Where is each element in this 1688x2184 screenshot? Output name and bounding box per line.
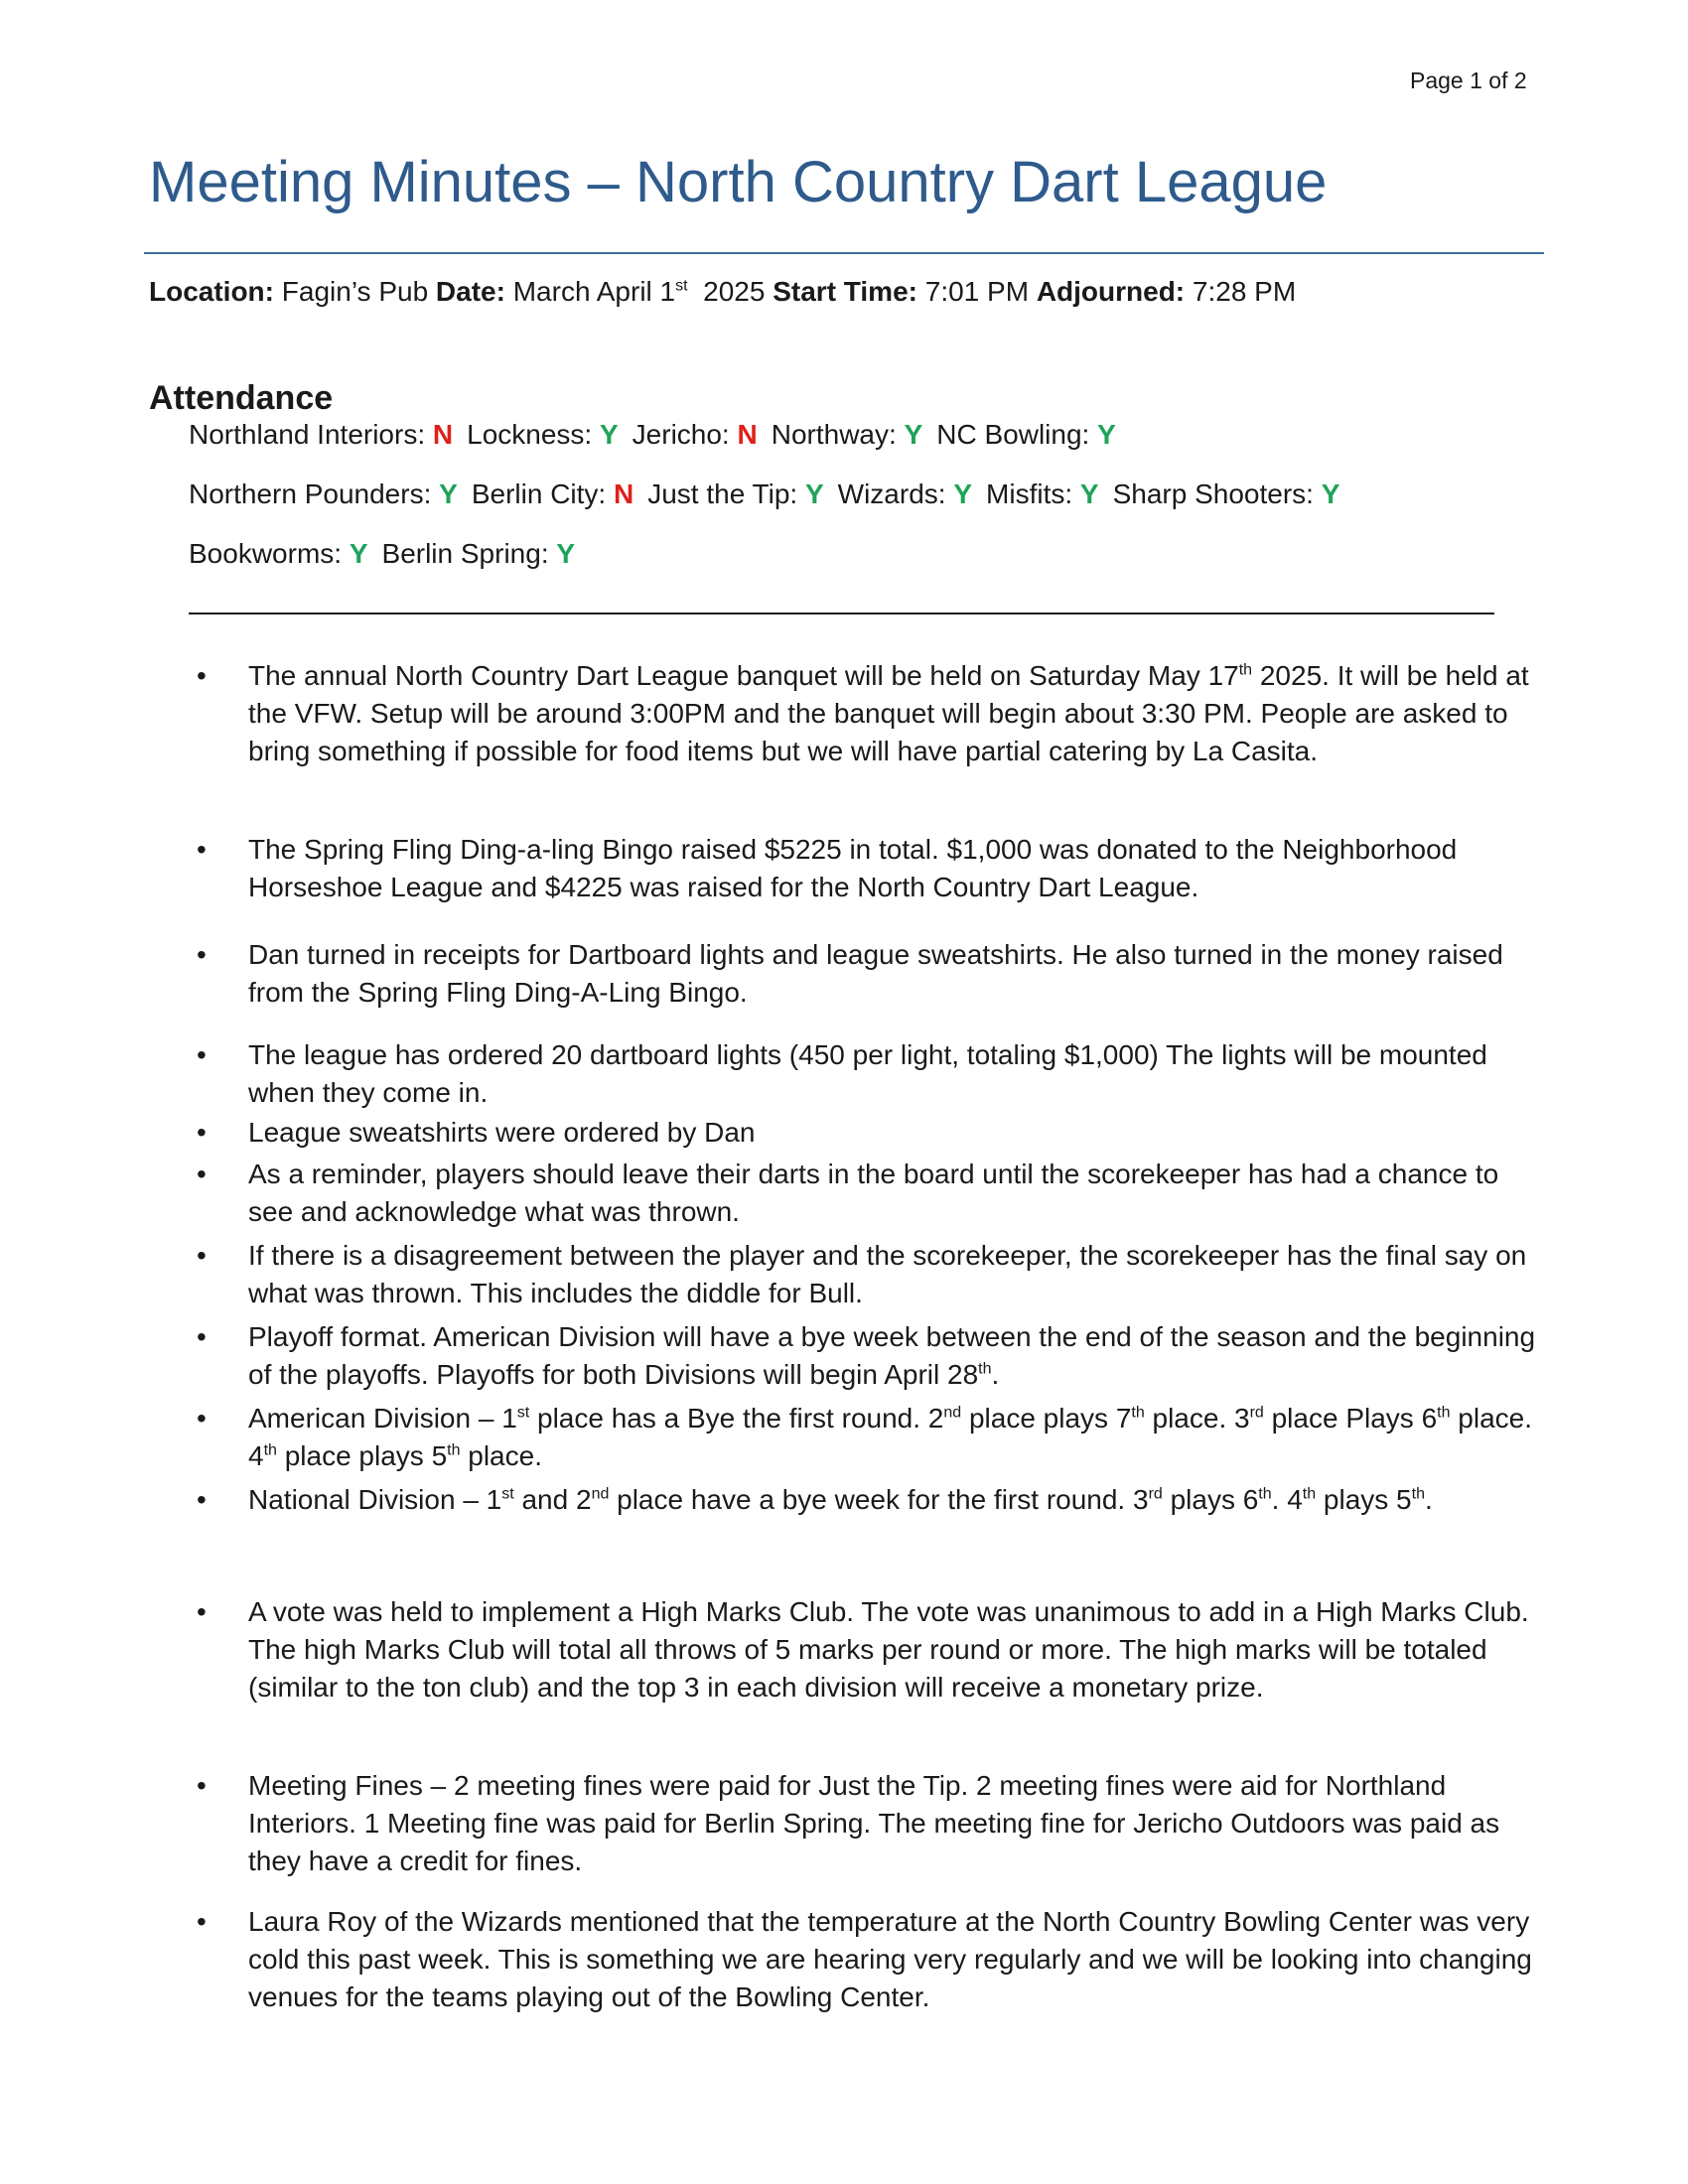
item-text: and 2 <box>513 1484 592 1515</box>
item-text: Meeting Fines – 2 meeting fines were paid for Just the Tip. 2 meeting fines were aid for Northland Interiors. 1 Meeting fine was paid for Berlin Spring. The meeting fine for Jericho Outdoors was paid as they have a credit for fines. <box>248 1770 1500 1876</box>
date-label: Date: <box>435 276 505 307</box>
start-time-value: 7:01 PM <box>924 276 1030 307</box>
team-name: Jericho: <box>632 419 730 450</box>
item-text: Laura Roy of the Wizards mentioned that the temperature at the North Country Bowling Center was very cold this past week. This is something we are hearing very regularly and we will be looking into changing venues for the teams playing out of the Bowling Center. <box>248 1906 1532 2012</box>
attendance-mark: Y <box>556 538 576 569</box>
list-item <box>197 936 1539 1012</box>
ordinal-suffix: th <box>1238 661 1253 679</box>
team-name: Northland Interiors: <box>189 419 426 450</box>
bullet-icon: • <box>197 939 207 970</box>
ordinal-suffix: st <box>501 1485 514 1503</box>
item-text: place has a Bye the first round. 2 <box>529 1403 944 1433</box>
team-name: Bookworms: <box>189 538 343 569</box>
attendance-mark: Y <box>1321 478 1340 509</box>
item-text: If there is a disagreement between the player and the scorekeeper, the scorekeeper has the final say on what was thrown. This includes the diddle for Bull. <box>248 1240 1527 1308</box>
attendance-mark: Y <box>349 538 368 569</box>
adjourned-label: Adjourned: <box>1036 276 1186 307</box>
attendance-entry <box>986 478 1099 509</box>
item-text: American Division – 1 <box>248 1403 517 1433</box>
item-text: Dan turned in receipts for Dartboard lights and league sweatshirts. He also turned in the money raised from the Spring Fling Ding-A-Ling Bingo. <box>248 939 1503 1008</box>
item-text: plays 5 <box>1316 1484 1412 1515</box>
attendance-mark: N <box>613 478 634 509</box>
attendance-entry <box>838 478 972 509</box>
list-item <box>197 1156 1539 1231</box>
attendance-mark: N <box>432 419 454 450</box>
date-year: 2025 <box>703 276 766 307</box>
attendance-entry <box>189 538 368 569</box>
location-value: Fagin’s Pub <box>281 276 429 307</box>
attendance-entry <box>936 419 1116 450</box>
list-item <box>197 1114 1539 1152</box>
ordinal-suffix: th <box>1131 1404 1145 1422</box>
attendance-mark: Y <box>1079 478 1099 509</box>
attendance-entry <box>189 419 453 450</box>
item-text: . <box>991 1359 1000 1390</box>
start-time-label: Start Time: <box>773 276 917 307</box>
bullet-icon: • <box>197 1596 207 1627</box>
attendance-mark: Y <box>599 419 619 450</box>
ordinal-suffix: th <box>978 1360 992 1378</box>
ordinal-suffix: th <box>263 1441 277 1459</box>
team-name: NC Bowling: <box>936 419 1090 450</box>
list-item <box>197 1481 1539 1519</box>
attendance-mark: N <box>737 419 758 450</box>
ordinal-suffix: th <box>1411 1485 1425 1503</box>
attendance-entry <box>472 478 633 509</box>
item-text: place. <box>460 1440 542 1471</box>
team-name: Berlin City: <box>471 478 607 509</box>
list-item <box>197 831 1539 906</box>
team-name: Sharp Shooters: <box>1112 478 1314 509</box>
location-label: Location: <box>149 276 274 307</box>
attendance-entry <box>189 478 458 509</box>
team-name: Lockness: <box>467 419 593 450</box>
attendance-row <box>189 538 589 570</box>
team-name: Misfits: <box>986 478 1073 509</box>
adjourned-value: 7:28 PM <box>1192 276 1297 307</box>
team-name: Wizards: <box>837 478 946 509</box>
ordinal-suffix: nd <box>591 1485 610 1503</box>
attendance-entry <box>647 478 823 509</box>
item-text: Playoff format. American Division will have a bye week between the end of the season and the beginning of the playoffs. Playoffs for both Divisions will begin April 28 <box>248 1321 1536 1390</box>
list-item <box>197 1903 1539 2016</box>
bullet-icon: • <box>197 1159 207 1189</box>
attendance-entry <box>1113 478 1340 509</box>
ordinal-suffix: st <box>516 1404 530 1422</box>
list-item <box>197 1593 1539 1706</box>
item-text: . <box>1424 1484 1433 1515</box>
attendance-entry <box>772 419 923 450</box>
ordinal-suffix: th <box>1258 1485 1272 1503</box>
attendance-heading: Attendance <box>149 379 334 417</box>
attendance-row <box>189 419 1130 451</box>
title-divider <box>144 252 1544 254</box>
item-text: place have a bye week for the first round. 3 <box>609 1484 1149 1515</box>
bullet-icon: • <box>197 1240 207 1271</box>
bullet-icon: • <box>197 1770 207 1801</box>
item-text: League sweatshirts were ordered by Dan <box>248 1117 756 1148</box>
item-text: The Spring Fling Ding-a-ling Bingo raised $5225 in total. $1,000 was donated to the Neighborhood Horseshoe League and $4225 was raised for the North Country Dart League. <box>248 834 1458 902</box>
item-text: The annual North Country Dart League banquet will be held on Saturday May 17 <box>248 660 1239 691</box>
item-text: National Division – 1 <box>248 1484 502 1515</box>
attendance-divider <box>189 613 1494 614</box>
list-item <box>197 1318 1539 1394</box>
item-text: place plays 5 <box>276 1440 448 1471</box>
item-text: A vote was held to implement a High Marks Club. The vote was unanimous to add in a High Marks Club. The high Marks Club will total all throws of 5 marks per round or more. The high marks will be totaled (similar to the ton club) and the top 3 in each division will receive a monetary prize. <box>248 1596 1529 1703</box>
date-suffix: st <box>675 277 688 295</box>
item-text: As a reminder, players should leave their darts in the board until the scorekeeper has had a chance to see and acknowledge what was thrown. <box>248 1159 1499 1227</box>
bullet-icon: • <box>197 834 207 865</box>
ordinal-suffix: nd <box>943 1404 962 1422</box>
ordinal-suffix: th <box>447 1441 461 1459</box>
attendance-mark: Y <box>804 478 824 509</box>
attendance-entry <box>382 538 576 569</box>
bullet-icon: • <box>197 1484 207 1515</box>
attendance-mark: Y <box>904 419 923 450</box>
bullet-icon: • <box>197 660 207 691</box>
attendance-mark: Y <box>1097 419 1116 450</box>
item-text: place plays 7 <box>961 1403 1132 1433</box>
page-title: Meeting Minutes – North Country Dart League <box>149 150 1328 214</box>
bullet-icon: • <box>197 1321 207 1352</box>
list-item <box>197 657 1539 770</box>
list-item <box>197 1237 1539 1312</box>
attendance-mark: Y <box>953 478 973 509</box>
item-text: 2025. It will be held at the VFW. Setup will be around 3:00PM and the banquet will begin about 3:30 PM. People are asked to bring something if possible for food items but we will have partial catering by La Casita. <box>248 660 1529 766</box>
ordinal-suffix: th <box>1437 1404 1451 1422</box>
team-name: Just the Tip: <box>647 478 798 509</box>
list-item <box>197 1400 1539 1475</box>
item-text: place. 4 <box>248 1403 1532 1471</box>
team-name: Berlin Spring: <box>381 538 549 569</box>
attendance-row <box>189 478 1353 510</box>
bullet-icon: • <box>197 1117 207 1148</box>
list-item <box>197 1036 1539 1112</box>
bullet-icon: • <box>197 1906 207 1937</box>
attendance-entry <box>633 419 758 450</box>
item-text: . 4 <box>1271 1484 1303 1515</box>
item-text: plays 6 <box>1162 1484 1259 1515</box>
date-value: March April 1 <box>512 276 676 307</box>
meeting-meta <box>149 276 1296 308</box>
item-text: The league has ordered 20 dartboard lights (450 per light, totaling $1,000) The lights will be mounted when they come in. <box>248 1039 1487 1108</box>
item-text: place. 3 <box>1144 1403 1250 1433</box>
attendance-mark: Y <box>439 478 458 509</box>
team-name: Northern Pounders: <box>189 478 432 509</box>
bullet-icon: • <box>197 1039 207 1070</box>
bullet-icon: • <box>197 1403 207 1433</box>
list-item <box>197 1767 1539 1880</box>
ordinal-suffix: rd <box>1148 1485 1163 1503</box>
page-number: Page 1 of 2 <box>1410 68 1527 93</box>
ordinal-suffix: rd <box>1249 1404 1264 1422</box>
item-text: place Plays 6 <box>1263 1403 1438 1433</box>
team-name: Northway: <box>771 419 897 450</box>
ordinal-suffix: th <box>1302 1485 1317 1503</box>
attendance-entry <box>467 419 619 450</box>
